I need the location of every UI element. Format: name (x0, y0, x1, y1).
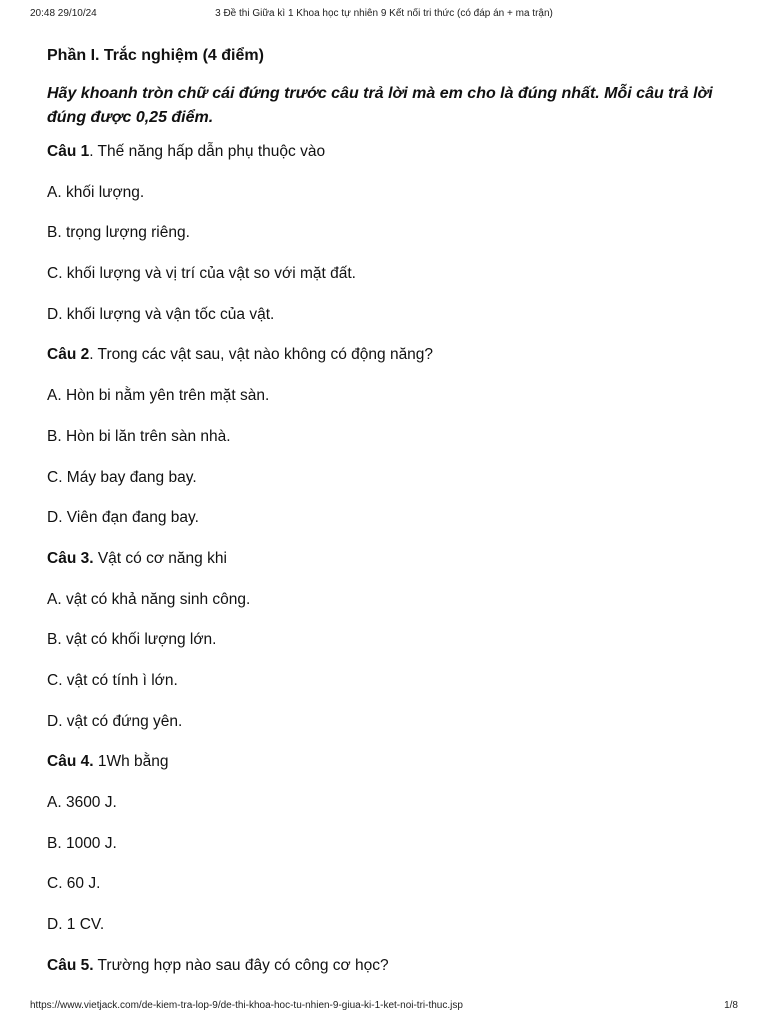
option-1c: C. khối lượng và vị trí của vật so với mặt đất. (47, 265, 356, 283)
question-text: Trường hợp nào sau đây có công cơ học? (93, 956, 389, 974)
option-3a: A. vật có khả năng sinh công. (47, 590, 251, 608)
question-separator: . (89, 143, 94, 160)
question-text: Vật có cơ năng khi (93, 549, 227, 567)
print-header (30, 8, 738, 22)
question-number: Câu 4. (47, 753, 94, 771)
question-5 (47, 956, 726, 976)
option-2b: B. Hòn bi lăn trên sàn nhà. (47, 427, 231, 445)
question-number: Câu 2 (47, 346, 90, 364)
question-number: Câu 1 (47, 143, 90, 160)
option-3d: D. vật có đứng yên. (47, 712, 183, 730)
question-2 (47, 345, 726, 365)
section-instruction: Hãy khoanh tròn chữ cái đứng trước câu trả lời mà em cho là đúng nhất. Mỗi câu trả lời đúng được 0,25 điểm. (47, 85, 713, 126)
question-3 (47, 549, 726, 569)
option-2c: C. Máy bay đang bay. (47, 468, 197, 486)
option-1b: B. trọng lượng riêng. (47, 224, 190, 242)
print-timestamp: 20:48 29/10/24 (30, 8, 97, 19)
option-1d: D. khối lượng và vận tốc của vật. (47, 305, 275, 323)
question-text: 1Wh bằng (93, 753, 169, 771)
question-4 (47, 752, 726, 772)
question-number: Câu 5. (47, 956, 94, 974)
option-4c: C. 60 J. (47, 875, 101, 893)
option-4a: A. 3600 J. (47, 794, 117, 811)
question-text: Thế năng hấp dẫn phụ thuộc vào (93, 143, 326, 160)
question-number: Câu 3. (47, 549, 94, 567)
option-3b: B. vật có khối lượng lớn. (47, 631, 217, 649)
question-text: Trong các vật sau, vật nào không có động năng? (93, 346, 434, 364)
option-4b: B. 1000 J. (47, 834, 117, 852)
document-title: 3 Đề thi Giữa kì 1 Khoa học tự nhiên 9 Kết nối tri thức (có đáp án + ma trận) (215, 8, 553, 19)
question-1 (47, 142, 726, 162)
section-title: Phần I. Trắc nghiệm (4 điểm) (47, 47, 264, 64)
document-content (47, 46, 726, 996)
option-4d: D. 1 CV. (47, 916, 105, 934)
option-2a: A. Hòn bi nằm yên trên mặt sàn. (47, 387, 270, 405)
print-footer (30, 1000, 738, 1014)
option-3c: C. vật có tính ì lớn. (47, 671, 178, 689)
option-2d: D. Viên đạn đang bay. (47, 509, 199, 527)
source-url: https://www.vietjack.com/de-kiem-tra-lop-9/de-thi-khoa-hoc-tu-nhien-9-giua-ki-1-ket-noi-tri-thuc.jsp (30, 1000, 463, 1011)
question-separator: . (89, 346, 94, 364)
option-1a: A. khối lượng. (47, 183, 145, 201)
page-number: 1/8 (724, 1000, 738, 1011)
